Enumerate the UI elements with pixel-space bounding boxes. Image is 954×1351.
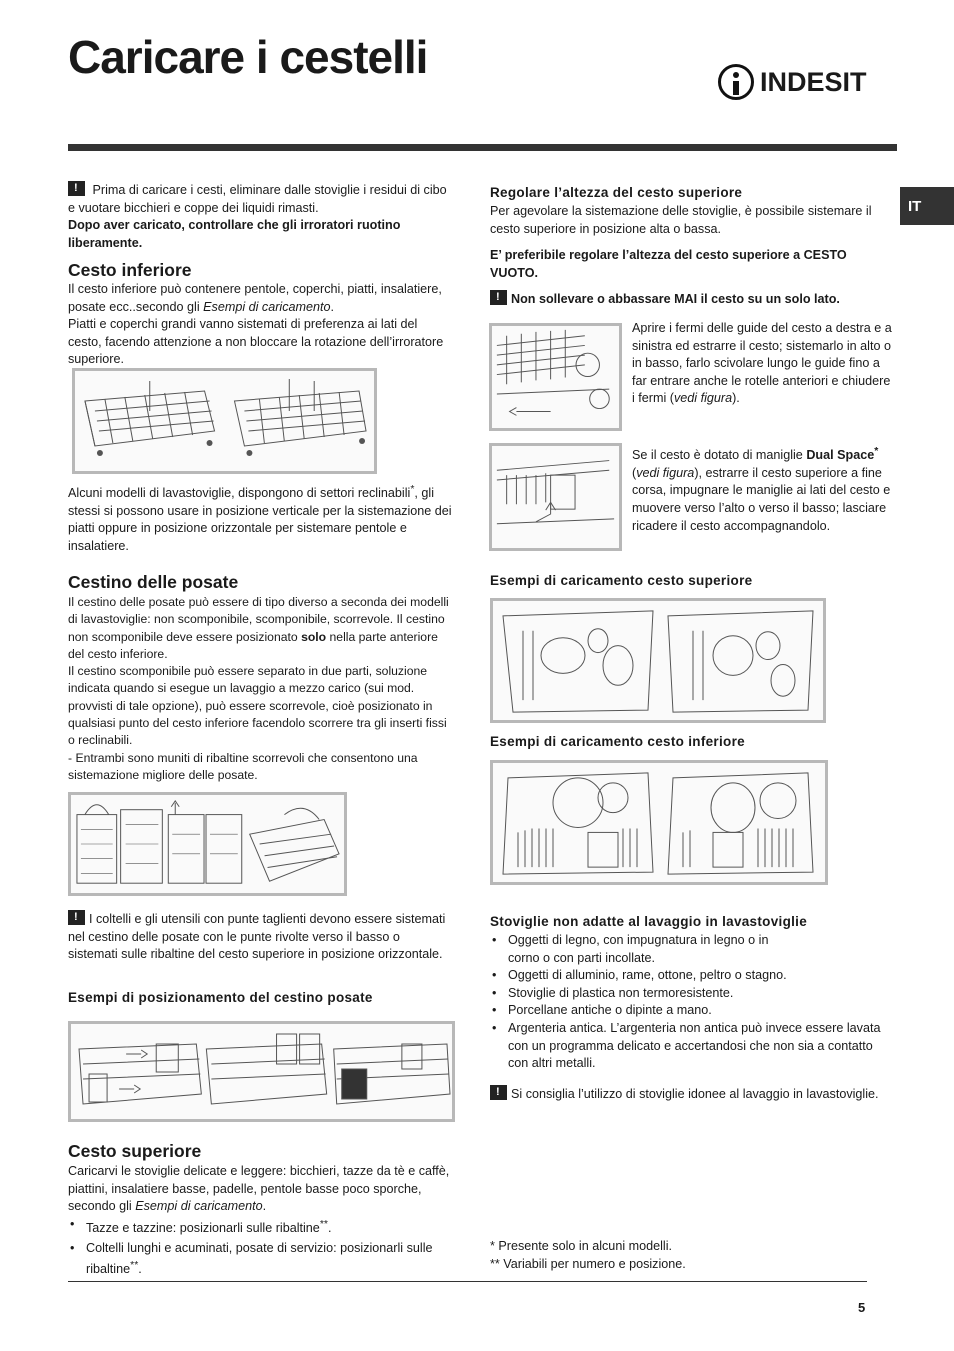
- list-item: • Tazze e tazzine: posizionarli sulle ribaltine**.: [68, 1216, 452, 1238]
- logo-text: INDESIT: [760, 66, 867, 97]
- basket-rail-figure: [489, 323, 622, 431]
- unsuitable-items-list: [490, 932, 888, 1073]
- brand-logo: [718, 62, 868, 102]
- heading-examples-cutlery: Esempi di posizionamento del cestino posate: [68, 990, 373, 1005]
- cesto-superiore-text: Caricarvi le stoviglie delicate e leggere: bicchieri, tazze da tè e caffè, piattini, insalatiere basse, padelle, pentole basse poco sporche, secondo gli Esempi di caricamento.: [68, 1164, 450, 1214]
- heading-cesto-inferiore: Cesto inferiore: [68, 260, 192, 280]
- intro-warning: ! Prima di caricare i cesti, eliminare dalle stoviglie i residui di cibo e vuotare bicchieri e coppe dei liquidi rimasti. Dopo aver caricato, controllare che gli irroratori ruotino liberamente.: [68, 181, 452, 252]
- list-item: • Argenteria antica. L’argenteria non antica può invece essere lavata con un programma delicato e accertandosi che non sia a contatto con altri metalli.: [490, 1020, 888, 1073]
- heading-regolare: Regolare l’altezza del cesto superiore: [490, 185, 743, 200]
- list-item: • Oggetti di alluminio, rame, ottone, peltro o stagno.: [490, 967, 888, 985]
- footnotes: * Presente solo in alcuni modelli. ** Variabili per numero e posizione.: [490, 1239, 686, 1271]
- footer-divider: [68, 1281, 867, 1282]
- rail-instructions: Aprire i fermi delle guide del cesto a destra e a sinistra ed estrarre il cesto; sistemarlo in alto o in basso, farlo scivolare lungo le guide fino a far entrare anche le rotelle anteriori e chiudere i fermi (vedi figura).: [632, 321, 892, 406]
- cesto-superiore-list: [68, 1216, 452, 1279]
- heading-cesto-superiore: Cesto superiore: [68, 1141, 202, 1161]
- heading-cestino-posate: Cestino delle posate: [68, 572, 239, 592]
- heading-examples-lower: Esempi di caricamento cesto inferiore: [490, 734, 745, 749]
- list-item: • Porcellane antiche o dipinte a mano.: [490, 1002, 888, 1020]
- list-item: • Oggetti di legno, con impugnatura in legno o in corno o con parti incollate.: [490, 932, 888, 967]
- page-number: 5: [858, 1300, 866, 1315]
- heading-examples-upper: Esempi di caricamento cesto superiore: [490, 573, 753, 588]
- warning-icon: [490, 1085, 507, 1100]
- warning-icon: [68, 181, 85, 196]
- cutlery-position-figure: [68, 1021, 455, 1122]
- heading-stoviglie: Stoviglie non adatte al lavaggio in lavastoviglie: [490, 914, 808, 929]
- upper-basket-examples-figure: [490, 598, 826, 723]
- settori-reclinabili-text: Alcuni modelli di lavastoviglie, dispongono di settori reclinabili*, gli stessi si possono usare in posizione verticale per la sistemazione dei piatti oppure in posizione orizzontale per sistemare pentole e insalatiere.: [68, 483, 452, 553]
- dual-space-figure: [489, 443, 622, 551]
- warning-icon: [68, 910, 85, 925]
- lower-basket-figure: [72, 368, 377, 474]
- regolare-text: Per agevolare la sistemazione delle stoviglie, è possibile sistemare il cesto superiore in posizione alta o bassa.: [490, 204, 872, 236]
- stoviglie-warning: !Si consiglia l’utilizzo di stoviglie idonee al lavaggio in lavastoviglie.: [490, 1085, 888, 1104]
- cesto-inferiore-text: Il cesto inferiore può contenere pentole, coperchi, piatti, insalatiere, posate ecc..secondo gli Esempi di caricamento. Piatti e coperchi grandi vanno sistemati di preferenza ai lati del cesto, facendo attenzione a non bloccare la rotazione dell’irroratore superiore.: [68, 282, 444, 367]
- list-item: • Coltelli lunghi e acuminati, posate di servizio: posizionarli sulle ribaltine**.: [68, 1240, 452, 1279]
- cutlery-warning: !I coltelli e gli utensili con punte taglienti devono essere sistemati nel cestino delle posate con le punte rivolte verso il basso o sistemati sulle ribaltine del cesto superiore in posizione orizzontale.: [68, 910, 452, 964]
- dual-space-instructions: Se il cesto è dotato di maniglie Dual Space* (vedi figura), estrarre il cesto superiore a fine corsa, impugnare le maniglie ai lati del cesto e muovere verso l’alto o verso il basso; lasciare ricadere il cesto accompagnandolo.: [632, 445, 891, 533]
- info-logo-icon: [718, 64, 754, 100]
- regolare-bold: E’ preferibile regolare l’altezza del cesto superiore a CESTO VUOTO.: [490, 248, 847, 280]
- page-title: Caricare i cestelli: [68, 31, 428, 83]
- intro-bold: Dopo aver caricato, controllare che gli irroratori ruotino liberamente.: [68, 218, 401, 250]
- header-divider: [68, 144, 897, 151]
- regolare-warning: !Non sollevare o abbassare MAI il cesto su un solo lato.: [490, 290, 890, 309]
- lower-basket-examples-figure: [490, 760, 828, 885]
- warning-icon: [490, 290, 507, 305]
- list-item: • Stoviglie di plastica non termoresistente.: [490, 985, 888, 1003]
- cestino-posate-text: Il cestino delle posate può essere di tipo diverso a seconda dei modelli di lavastoviglie: non scomponibile, scomponibile, scorrevole. Il cestino non scomponibile deve essere posizionato solo nella parte anteriore del cesto inferiore. Il cestino scomponibile può essere separato in due parti, soluzione indicata quando si esegue un lavaggio a mezzo carico (sui mod. provvisti di tale opzione), può essere scorrevole, cioè posizionato in qualsiasi punto del cesto inferiore facendolo scorrere tra gli inserti fissi o reclinabili. - Entrambi sono muniti di ribaltine scorrevoli che consentono una sistemazione migliore delle posate.: [68, 595, 449, 782]
- cutlery-basket-figure: [68, 792, 347, 896]
- language-tab[interactable]: IT: [900, 187, 954, 225]
